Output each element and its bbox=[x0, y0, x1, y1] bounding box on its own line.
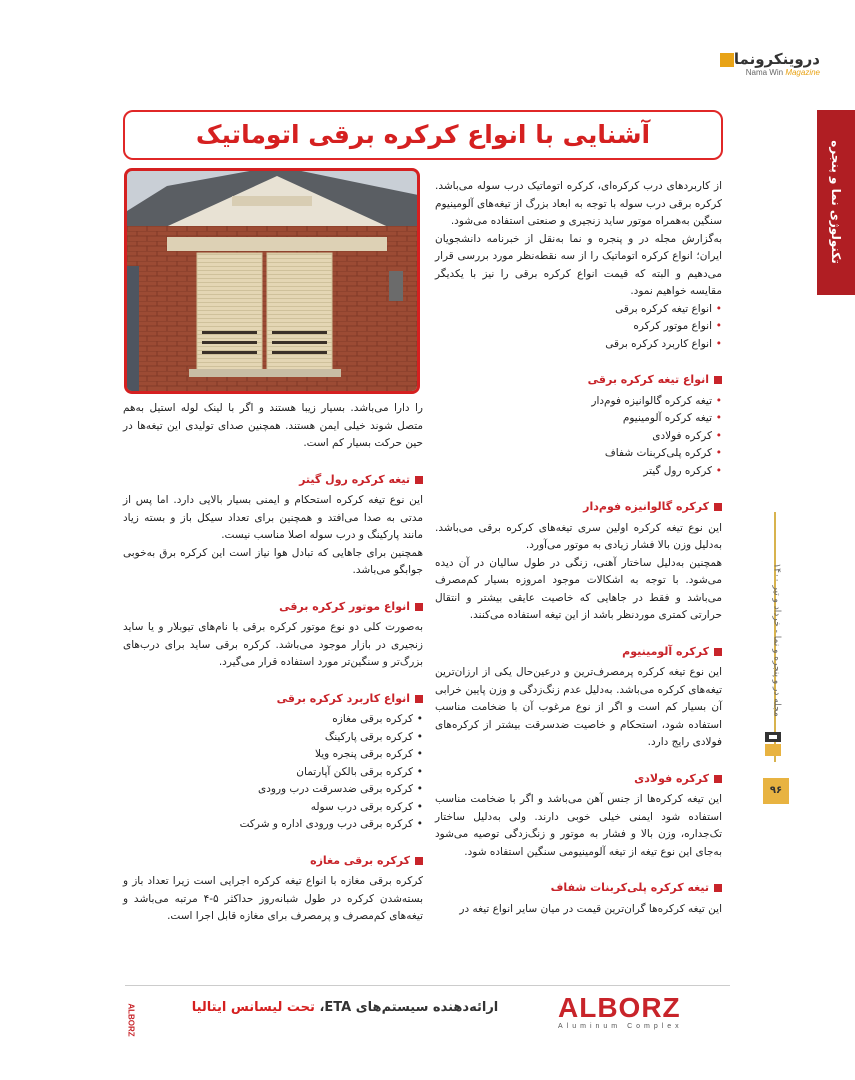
paragraph: این تیغه کرکره‌ها از جنس آهن می‌باشد و اگر با ضخامت مناسب استفاده شود ایمنی خیلی خوبی دارند. ولی به‌دلیل ساختار تک‌جداره، وزن بالا و فشار به موتور و زنگ‌زدگی توصیه می‌شود به‌جای این نوع تیغه از تیغه آلومینیومی سنگین استفاده شود. bbox=[435, 793, 722, 858]
paragraph: این نوع تیغه کرکره اولین سری تیغه‌های کرکره برقی می‌باشد. به‌دلیل وزن بالا فشار زیادی به موتور می‌آورد. bbox=[435, 521, 722, 551]
intro-paragraph-2: به‌گزارش مجله در و پنجره و نما به‌نقل از خبرنامه دانشجویان ایران؛ انواع کرکره اتوماتیک را از سه نقطه‌نظر مورد بررسی قرار می‌دهیم و البته که قیمت انواع کرکره برقی را نیز با یکدیگر مقایسه خواهیم نمود. bbox=[435, 232, 722, 297]
alborz-subtitle: Aluminum Complex bbox=[558, 1023, 683, 1030]
paragraph: این نوع تیغه کرکره استحکام و ایمنی بسیار بالایی دارد. اما پس از مدتی به صدا می‌افتد و همچنین برای تعداد سیکل باز و بسته زیاد مانند پارکینگ و درب سوله اصلا مناسب نیست. bbox=[123, 494, 423, 541]
list-item: • انواع کاربرد کرکره برقی bbox=[605, 337, 722, 350]
left-column bbox=[123, 400, 423, 926]
footer-divider bbox=[125, 985, 730, 986]
logo-mark-icon bbox=[720, 53, 734, 67]
paragraph: به‌صورت کلی دو نوع موتور کرکره برقی با نام‌های تیوبلار و یا ساید زنجیری در بازار موجود می‌باشد. کرکره برقی ساید برای درب‌های بزرگ‌تر و سنگین‌تر مورد استفاده قرار می‌گیرد. bbox=[123, 621, 423, 668]
list-item: • کرکره پلی‌کربنات شفاف bbox=[604, 447, 722, 459]
heading-aluminum: کرکره آلومینیوم bbox=[435, 643, 722, 661]
paragraph: همچنین برای جاهایی که تبادل هوا نیاز است این کرکره برق به‌خوبی جوابگو می‌باشد. bbox=[123, 546, 423, 576]
intro-paragraph-1: از کاربردهای درب کرکره‌ای، کرکره اتوماتیک درب سوله می‌باشد. کرکره برقی درب سوله با توجه به ابعاد بزرگ از تیغه‌های آلومینیوم سنگین به‌همراه موتور ساید زنجیری و صنعتی استفاده می‌شود. bbox=[435, 180, 722, 227]
paragraph: کرکره برقی مغازه با انواع تیغه کرکره اجرایی است زیرا تعداد باز و بسته‌شدن کرکره در طول شبانه‌روز حداکثر ۵-۴ مرتبه می‌باشد و تیغه‌های کم‌مصرف و پرمصرف برای مغازه قابل اجرا است. bbox=[123, 875, 424, 922]
paragraph: همچنین به‌دلیل ساختار آهنی، زنگی در طول سالیان در آن دیده می‌شود. با توجه به اشکالات موجود امروزه بسیار کم‌مصرف می‌باشد و فقط در جاهایی که خاصیت عایقی بیشتر و انتقال حرارتی کمتری مورد‌نظر باشد از این تیغه استفاده می‌کنند. bbox=[435, 556, 722, 621]
alborz-brand: ALBORZ bbox=[558, 992, 681, 1023]
paragraph: این تیغه کرکره‌ها گران‌ترین قیمت در میان سایر انواع تیغه در bbox=[459, 902, 722, 915]
list-item: • کرکره برقی بالکن آپارتمان bbox=[296, 765, 423, 778]
list-item: • کرکره برقی پارکینگ bbox=[324, 730, 423, 743]
list-item: • انواع موتور کرکره bbox=[633, 320, 722, 332]
list-item: • تیغه کرکره گالوانیزه فوم‌دار bbox=[591, 394, 722, 407]
magazine-logo bbox=[640, 50, 820, 80]
page-number: ۹۶ bbox=[763, 778, 789, 804]
window-icon bbox=[763, 730, 783, 758]
use-type-list bbox=[123, 711, 423, 834]
list-item: • کرکره برقی پنجره ویلا bbox=[314, 748, 423, 760]
section-tab-label: تکنولوژی نما و پنجره bbox=[829, 140, 843, 264]
blade-type-list bbox=[435, 393, 722, 481]
list-item: • کرکره برقی درب ورودی اداره و شرکت bbox=[239, 818, 423, 830]
right-column bbox=[435, 178, 722, 918]
logo-magazine: Magazine bbox=[785, 68, 820, 77]
logo-subtitle: Nama Win bbox=[745, 68, 784, 77]
heading-blade-types: انواع تیغه کرکره برقی bbox=[435, 371, 722, 389]
footer-vertical-brand: ALBORZ bbox=[126, 1003, 136, 1037]
logo-title: دروینکرونما bbox=[733, 50, 820, 68]
article-title: آشنایی با انواع کرکره برقی اتوماتیک bbox=[195, 120, 651, 149]
footer-slogan: ارائه‌دهنده سیستم‌های ETA، تحت لیسانس ایتالیا bbox=[191, 1000, 499, 1015]
heading-shop-shutter: کرکره برقی مغازه bbox=[123, 852, 423, 870]
list-item: • کرکره رول گیتر bbox=[643, 464, 722, 477]
heading-steel: کرکره فولادی bbox=[435, 770, 722, 788]
heading-galvanized: کرکره گالوانیزه فوم‌دار bbox=[435, 498, 722, 516]
list-item: • کرکره فولادی bbox=[652, 429, 722, 442]
heading-roll-gitter: تیغه کرکره رول گیتر bbox=[123, 471, 423, 489]
list-item: • کرکره برقی ضدسرقت درب ورودی bbox=[257, 783, 423, 795]
house-shutter-photo bbox=[124, 168, 420, 394]
intro-bullet-list bbox=[435, 301, 722, 354]
paragraph: را دارا می‌باشد. بسیار زیبا هستند و اگر با لینک لوله استیل به‌هم متصل شوند خیلی ایمن هستند. همچنین صدای تولیدی این تیغه‌ها در حین حرکت بسیار کم است. bbox=[123, 402, 423, 449]
section-tab bbox=[817, 110, 855, 295]
heading-polycarbonate: تیغه کرکره پلی‌کربنات شفاف bbox=[435, 879, 722, 897]
heading-motor-types: انواع موتور کرکره برقی bbox=[123, 598, 423, 616]
title-banner bbox=[123, 110, 723, 160]
alborz-logo bbox=[558, 993, 728, 1033]
heading-use-types: انواع کاربرد کرکره برقی bbox=[123, 690, 423, 708]
list-item: • انواع تیغه کرکره برقی bbox=[615, 302, 722, 315]
magazine-issue-info: مجله در و پنجره و نما - خرداد و تیر ۱۴۰۰ bbox=[771, 563, 781, 717]
paragraph: این نوع تیغه کرکره پرمصرف‌ترین و درعین‌حال یکی از ارزان‌ترین تیغه‌های کرکره می‌باشد. به‌دلیل عدم زنگ‌زدگی و وزن پایین خرابی آن بسیار کم است و اگر از نوع مرغوب آن با ضخامت مناسب استفاده شود، استحکام و خاصیت ضدسرقت بیشتر از کرکره‌های فولادی رایج دارد. bbox=[435, 666, 722, 748]
list-item: • تیغه کرکره آلومینیوم bbox=[622, 412, 722, 424]
list-item: • کرکره برقی درب سوله bbox=[310, 800, 423, 813]
list-item: • کرکره برقی مغازه bbox=[332, 713, 423, 725]
